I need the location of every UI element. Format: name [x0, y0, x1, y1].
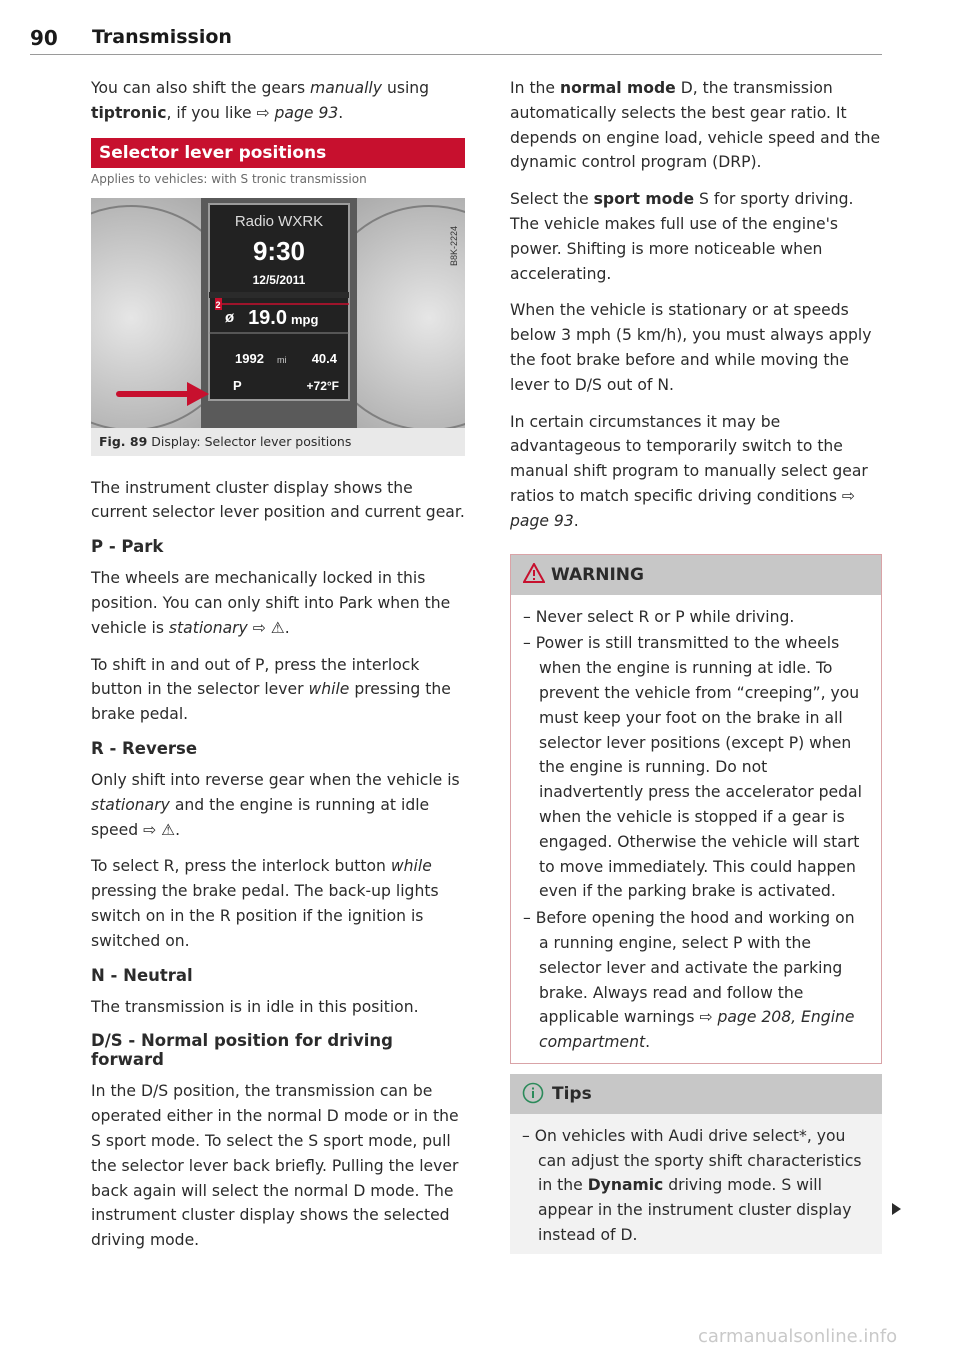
warning-body [511, 595, 881, 1063]
segment-marker: 2 [215, 299, 221, 310]
text: D, the transmission automatically selects the best gear ratio. It depends on engine load, vehicle speed and the dynamic control program (DRP). [510, 79, 881, 172]
park-paragraph-2 [91, 653, 465, 727]
sport-mode-paragraph [510, 187, 882, 286]
tips-box [510, 1074, 882, 1254]
text: – On vehicles with Audi drive select*, you can adjust the sporty shift characteristics in the [522, 1126, 862, 1195]
text: pressing the brake pedal. [91, 680, 451, 724]
text: To shift in and out of P, press the interlock button in the selector lever [91, 655, 420, 699]
figure-caption [91, 428, 465, 456]
mpg-unit: mpg [291, 311, 319, 327]
instrument-cluster-illustration [91, 198, 465, 428]
odometer-unit: mi [277, 354, 287, 365]
text-italic: stationary [91, 795, 170, 814]
warning-triangle-icon [523, 563, 545, 583]
text-italic: manually [310, 79, 382, 97]
reverse-paragraph-2 [91, 854, 465, 953]
warning-link[interactable]: and the engine is running at idle speed ⇨ ⚠. [91, 795, 430, 839]
text: You can also shift the gears [91, 79, 311, 97]
text: To select R, press the interlock button [91, 857, 391, 876]
text: – Before opening the hood and working on a running engine, select P with the selector lever and activate the parking brake. Always read and follow the applicable warnings [523, 909, 855, 1027]
page-header [30, 24, 882, 55]
page-link[interactable]: ⇨ page 208, Engine compartment [539, 1008, 855, 1052]
text: using [382, 79, 430, 97]
text: In the [510, 79, 560, 97]
warning-header [511, 555, 881, 595]
warning-link[interactable]: ⇨ ⚠. [247, 618, 290, 637]
continue-arrow-icon [892, 1203, 901, 1215]
time-label: 9:30 [252, 235, 306, 266]
info-icon [522, 1082, 544, 1104]
figure-code: B8K-2224 [449, 225, 459, 266]
text: In certain circumstances it may be advantageous to temporarily switch to the manual shift program to manually select gear ratios to match specific driving conditions [510, 412, 868, 505]
text: . [338, 103, 344, 122]
neutral-paragraph: The transmission is in idle in this position. [91, 997, 419, 1016]
text: Select the [510, 190, 594, 209]
text: . [645, 1033, 651, 1052]
text: , if you like [166, 103, 257, 122]
text-italic: stationary [168, 618, 248, 637]
tips-body [510, 1114, 882, 1254]
drive-paragraph: In the D/S position, the transmission can be operated either in the normal D mode or in the S sport mode. To select the S sport mode, pull the selector lever back briefly. Pulling the lever back again will select the normal D mode. The instrument cluster display shows the selected driving mode. [91, 1082, 459, 1250]
date-label: 12/5/2011 [252, 272, 306, 287]
text-bold: Dynamic [587, 1176, 664, 1195]
tips-title: Tips [552, 1083, 592, 1104]
intro-paragraph [91, 76, 465, 126]
page-link[interactable]: ⇨ page 93 [256, 103, 339, 122]
text-bold: tiptronic [91, 103, 167, 122]
tips-item [522, 1124, 870, 1248]
warning-title: WARNING [551, 564, 644, 585]
page-link[interactable]: ⇨ page 93 [510, 486, 855, 530]
right-column [510, 76, 882, 1254]
normal-mode-paragraph [510, 76, 882, 175]
warning-item: – Never select R or P while driving. [523, 607, 795, 626]
text-italic: while [308, 680, 350, 699]
page-title: Transmission [92, 26, 232, 48]
cluster-paragraph: The instrument cluster display shows the current selector lever position and current gear. [91, 478, 465, 522]
mpg-value: 19.0 [248, 306, 287, 329]
gear-indicator: P [233, 377, 242, 393]
text: The wheels are mechanically locked in this position. You can only shift into Park when the vehicle is [91, 569, 451, 637]
page-number: 90 [30, 26, 58, 50]
reverse-heading: R - Reverse [91, 738, 198, 758]
temperature-label: +72°F [306, 378, 339, 393]
trip-value: 40.4 [311, 350, 337, 366]
tips-header [510, 1074, 882, 1114]
average-icon: ø [225, 308, 235, 326]
warning-item [523, 906, 869, 1055]
text: S for sporty driving. The vehicle makes full use of the engine's power. Shifting is more noticeable when accelerating. [510, 190, 854, 283]
drive-heading: D/S - Normal position for driving forward [91, 1031, 393, 1070]
odometer-value: 1992 [235, 350, 264, 366]
manual-paragraph [510, 410, 882, 534]
left-column [91, 76, 465, 1265]
park-heading: P - Park [91, 537, 164, 557]
text: . [573, 511, 579, 530]
warning-box [510, 554, 882, 1064]
warning-item: – Power is still transmitted to the wheels when the engine is running at idle. To prevent the vehicle from “creeping”, you must keep your foot on the brake in all selector lever positions (except P) when the engine is running. Do not inadvertently press the accelerator pedal when the vehicle is stopped if a gear is engaged. Otherwise the vehicle will start to move immediately. This could happen even if the parking brake is activated. [523, 634, 862, 901]
radio-label: Radio WXRK [234, 212, 324, 230]
figure-number: Fig. 89 [99, 433, 148, 449]
stationary-paragraph: When the vehicle is stationary or at speeds below 3 mph (5 km/h), you must always apply the foot brake before and while moving the lever to D/S out of N. [510, 301, 872, 394]
reverse-paragraph-1 [91, 768, 465, 842]
text-bold: normal mode [560, 79, 676, 97]
watermark: carmanualsonline.info [698, 1326, 898, 1347]
neutral-heading: N - Neutral [91, 965, 193, 985]
text: driving mode. S will appear in the instrument cluster display instead of D. [538, 1176, 852, 1245]
text-bold: sport mode [593, 190, 695, 209]
applies-note: Applies to vehicles: with S tronic transmission [91, 171, 367, 186]
section-heading: Selector lever positions [91, 138, 465, 168]
text: Only shift into reverse gear when the vehicle is [91, 770, 460, 789]
park-paragraph-1 [91, 566, 465, 640]
text-italic: while [390, 857, 432, 876]
figure-caption-text: Display: Selector lever positions [151, 433, 352, 449]
text: pressing the brake pedal. The back-up lights switch on in the R position if the ignition is switched on. [91, 882, 439, 950]
figure-89 [91, 198, 465, 456]
